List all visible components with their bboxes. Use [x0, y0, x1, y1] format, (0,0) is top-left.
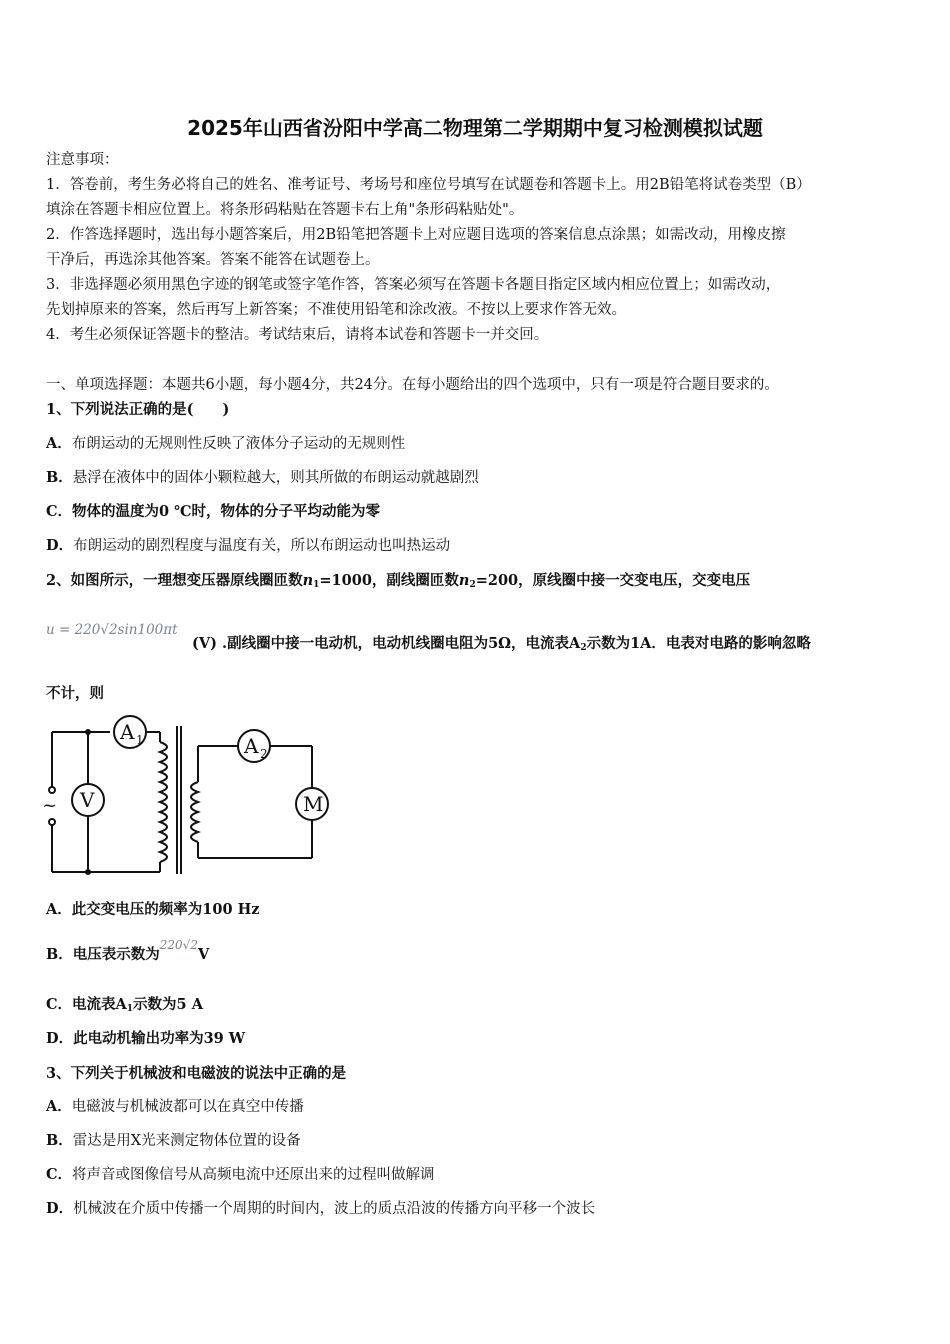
q2-stem-e: 示数为1A．电表对电路的影响忽略 — [586, 635, 811, 652]
a2-label: A — [244, 734, 259, 758]
notice-line-3: 2．作答选择题时，选出每小题答案后，用2B铅笔把答题卡上对应题目选项的答案信息点涂黑；如需改动，用橡皮擦 — [46, 227, 786, 243]
notice-line-1: 1．答卷前，考生务必将自己的姓名、准考证号、考场号和座位号填写在试题卷和答题卡上。用2B铅笔将试卷类型（B） — [46, 177, 811, 193]
q1-stem: 1、下列说法正确的是( ) — [46, 401, 230, 418]
secondary-coil — [191, 782, 198, 842]
voltage-formula: u = 220√2sin100πt — [46, 622, 178, 638]
primary-coil — [160, 742, 167, 862]
option-letter: A． — [46, 901, 72, 918]
ac-source-label: ~ — [42, 795, 58, 816]
option-letter: A． — [46, 1098, 72, 1115]
option-letter: D． — [46, 1200, 74, 1217]
transformer-circuit-diagram — [40, 712, 340, 882]
q3-stem: 3、下列关于机械波和电磁波的说法中正确的是 — [46, 1065, 347, 1082]
a2-subscript: 2 — [580, 643, 587, 653]
option-text-b: 示数为5 A — [133, 996, 203, 1013]
option-text: 将声音或图像信号从高频电流中还原出来的过程叫做解调 — [72, 1167, 435, 1183]
option-text: 布朗运动的剧烈程度与温度有关，所以布朗运动也叫热运动 — [73, 538, 451, 554]
n1-symbol: n — [302, 572, 314, 589]
a1-label-sub: 1 — [136, 733, 144, 747]
option-text: 物体的温度为0 ℃时，物体的分子平均动能为零 — [72, 503, 381, 520]
junction-dot-bottom-icon — [85, 869, 91, 875]
option-letter: C． — [46, 1166, 73, 1183]
q1-option-c — [46, 502, 380, 522]
option-text: 雷达是用X光来测定物体位置的设备 — [72, 1133, 301, 1149]
option-text: 机械波在介质中传播一个周期的时间内，波上的质点沿波的传播方向平移一个波长 — [73, 1201, 596, 1217]
q2-stem-b: =1000，副线圈匝数 — [319, 572, 459, 589]
option-letter: C． — [46, 996, 73, 1013]
q3-option-a — [46, 1097, 304, 1117]
option-letter: B． — [46, 1132, 73, 1149]
ac-terminal-bottom-icon — [49, 819, 55, 825]
option-letter: D． — [46, 537, 74, 554]
option-text: 电磁波与机械波都可以在真空中传播 — [71, 1099, 304, 1115]
notice-line-2: 填涂在答题卡相应位置上。将条形码粘贴在答题卡右上角"条形码粘贴处"。 — [46, 202, 524, 218]
option-text-a: 电压表示数为 — [72, 946, 160, 963]
a2-label-sub: 2 — [260, 747, 268, 761]
option-text-a: 电流表A — [72, 996, 127, 1013]
ac-terminal-top-icon — [49, 787, 55, 793]
q2-stem-line-1 — [46, 571, 750, 595]
q1-option-b — [46, 468, 479, 488]
voltmeter-label: V — [80, 788, 95, 812]
q2-stem-line-2 — [192, 634, 811, 658]
q2-option-a — [46, 900, 260, 920]
q3-option-c — [46, 1165, 435, 1185]
option-text-b: V — [197, 946, 210, 963]
voltage-math: 220√2 — [159, 938, 198, 952]
notice-line-5: 3．非选择题必须用黑色字迹的钢笔或签字笔作答，答案必须写在答题卡各题目指定区域内相应位置上；如需改动， — [46, 277, 781, 293]
n1-subscript: 1 — [313, 580, 320, 590]
n2-symbol: n — [458, 572, 470, 589]
q2-stem-a: 2、如图所示，一理想变压器原线圈匝数 — [46, 572, 303, 589]
junction-dot-top-icon — [85, 729, 91, 735]
option-text: 此电动机输出功率为39 W — [73, 1030, 246, 1047]
q3-option-d — [46, 1199, 595, 1219]
option-letter: A． — [46, 435, 72, 452]
q1-option-a — [46, 434, 405, 454]
section-heading: 一、单项选择题：本题共6小题，每小题4分，共24分。在每小题给出的四个选项中，只有一项是符合题目要求的。 — [46, 377, 779, 393]
notice-line-7: 4．考生必须保证答题卡的整洁。考试结束后，请将本试卷和答题卡一并交回。 — [46, 327, 549, 343]
option-letter: B． — [46, 469, 73, 486]
q2-option-c — [46, 995, 203, 1019]
notice-line-6: 先划掉原来的答案，然后再写上新答案；不准使用铅笔和涂改液。不按以上要求作答无效。 — [46, 302, 626, 318]
option-text: 此交变电压的频率为100 Hz — [71, 901, 260, 918]
option-text: 布朗运动的无规则性反映了液体分子运动的无规则性 — [71, 436, 406, 452]
q3-option-b — [46, 1131, 301, 1151]
option-letter: D． — [46, 1030, 74, 1047]
option-letter: B． — [46, 946, 73, 963]
page-title: 2025年山西省汾阳中学高二物理第二学期期中复习检测模拟试题 — [187, 116, 763, 140]
option-text: 悬浮在液体中的固体小颗粒越大，则其所做的布朗运动就越剧烈 — [72, 470, 479, 486]
q2-stem-c: =200，原线圈中接一交变电压，交变电压 — [475, 572, 751, 589]
q2-stem-d: (V) .副线圈中接一电动机，电动机线圈电阻为5Ω，电流表A — [192, 635, 581, 652]
n2-subscript: 2 — [469, 580, 476, 590]
a1-label: A — [120, 720, 135, 744]
notice-heading: 注意事项： — [46, 152, 119, 168]
notice-line-4: 干净后，再选涂其他答案。答案不能答在试题卷上。 — [46, 252, 380, 268]
a1-subscript: 1 — [126, 1004, 134, 1014]
q2-stem-line-3: 不计，则 — [46, 685, 104, 702]
option-letter: C． — [46, 503, 73, 520]
motor-label: M — [303, 792, 324, 816]
q2-option-b — [46, 938, 210, 965]
q2-option-d — [46, 1029, 245, 1049]
q1-option-d — [46, 536, 450, 556]
